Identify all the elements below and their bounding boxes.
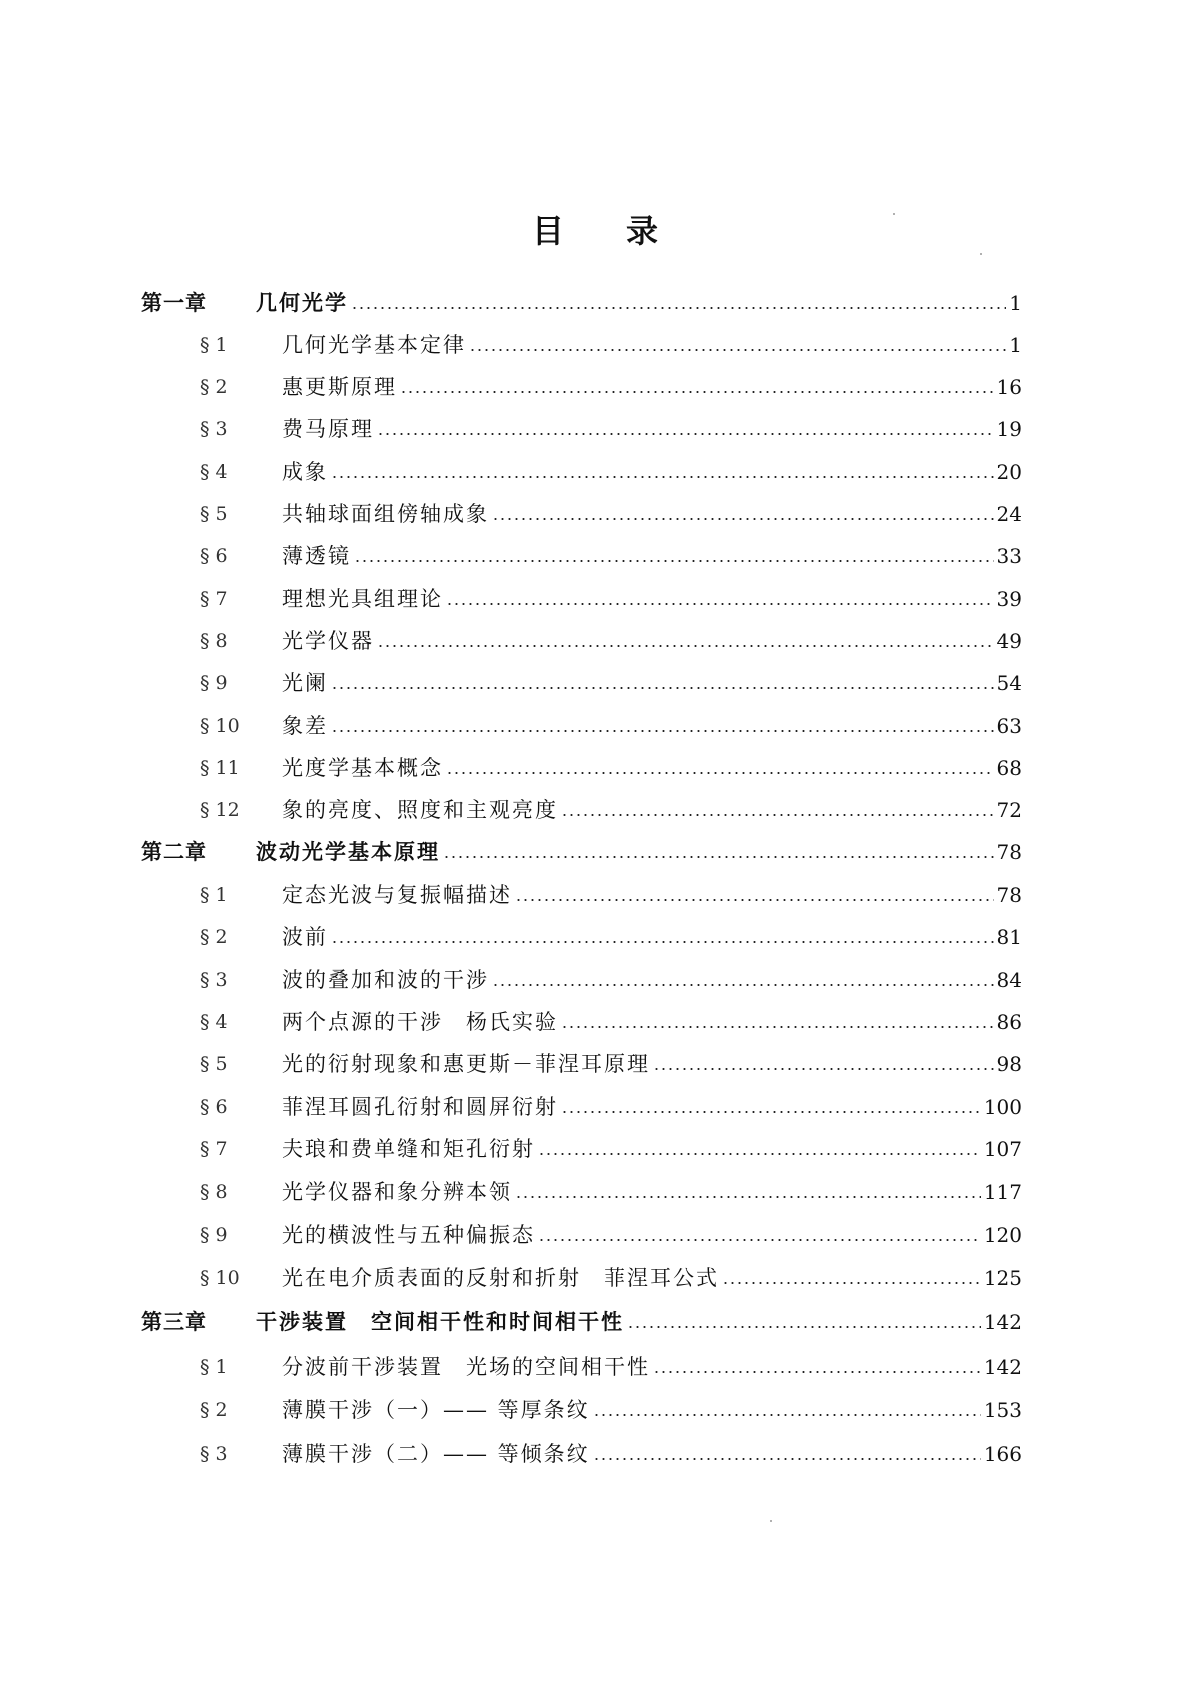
section-title: 费马原理 (282, 417, 374, 441)
scan-speck (980, 253, 982, 255)
dot-leader (492, 984, 994, 986)
section-number: § 6 (200, 545, 228, 567)
section-title: 光学仪器和象分辨本领 (282, 1180, 512, 1204)
page-number: 86 (996, 1010, 1022, 1034)
page-number: 16 (996, 375, 1022, 399)
toc-section-row (200, 1176, 1022, 1208)
section-title: 薄透镜 (282, 544, 351, 568)
toc-section-row (200, 1091, 1022, 1123)
section-number: § 9 (200, 1224, 228, 1246)
dot-leader (400, 391, 994, 393)
toc-section-row (200, 1006, 1022, 1038)
section-number: § 3 (200, 969, 228, 991)
page-number: 1 (1009, 333, 1022, 357)
dot-leader (538, 1239, 981, 1241)
toc-chapter-row (141, 836, 1022, 868)
page-number: 78 (996, 840, 1022, 864)
section-number: § 8 (200, 630, 228, 652)
section-title: 象的亮度、照度和主观亮度 (282, 798, 558, 822)
section-number: § 12 (200, 799, 240, 821)
dot-leader (446, 603, 994, 605)
dot-leader (561, 814, 994, 816)
dot-leader (653, 1068, 994, 1070)
toc-section-row (200, 371, 1022, 403)
section-number: § 3 (200, 418, 228, 440)
chapter-title: 几何光学 (256, 291, 348, 315)
page-number: 24 (996, 502, 1022, 526)
section-title: 菲涅耳圆孔衍射和圆屏衍射 (282, 1095, 558, 1119)
page-number: 39 (996, 587, 1022, 611)
section-title: 薄膜干涉（二）—— 等倾条纹 (282, 1442, 590, 1466)
section-number: § 7 (200, 588, 228, 610)
toc-section-row (200, 879, 1022, 911)
page-number: 98 (996, 1052, 1022, 1076)
dot-leader (331, 687, 994, 689)
title-char-left: 目 (531, 212, 564, 250)
page-number: 81 (996, 925, 1022, 949)
dot-leader (446, 772, 994, 774)
page-number: 107 (983, 1137, 1022, 1161)
section-number: § 2 (200, 1399, 228, 1421)
page-number: 153 (983, 1398, 1022, 1422)
section-number: § 4 (200, 1011, 228, 1033)
section-number: § 11 (200, 757, 240, 779)
toc-section-row (200, 1262, 1022, 1294)
chapter-title: 波动光学基本原理 (256, 840, 440, 864)
page-number: 120 (983, 1223, 1022, 1247)
section-title: 波的叠加和波的干涉 (282, 968, 489, 992)
toc-chapter-row (141, 1306, 1022, 1338)
section-title: 波前 (282, 925, 328, 949)
dot-leader (443, 856, 994, 858)
dot-leader (351, 307, 1006, 309)
section-title: 象差 (282, 714, 328, 738)
toc-section-row (200, 752, 1022, 784)
dot-leader (561, 1111, 981, 1113)
section-number: § 5 (200, 1053, 228, 1075)
section-title: 光在电介质表面的反射和折射 菲涅耳公式 (282, 1266, 719, 1290)
toc-section-row (200, 964, 1022, 996)
page-title (0, 206, 1190, 252)
toc-section-row (200, 413, 1022, 445)
page-number: 166 (983, 1442, 1022, 1466)
page-number: 1 (1009, 291, 1022, 315)
dot-leader (354, 560, 994, 562)
toc-section-row (200, 1394, 1022, 1426)
section-title: 惠更斯原理 (282, 375, 397, 399)
page-number: 33 (996, 544, 1022, 568)
dot-leader (593, 1414, 981, 1416)
dot-leader (331, 476, 994, 478)
dot-leader (331, 730, 994, 732)
section-number: § 10 (200, 1267, 240, 1289)
dot-leader (469, 349, 1006, 351)
title-char-right: 录 (626, 212, 659, 250)
toc-section-row (200, 540, 1022, 572)
section-title: 几何光学基本定律 (282, 333, 466, 357)
section-number: § 1 (200, 884, 228, 906)
toc-section-row (200, 1219, 1022, 1251)
section-number: § 4 (200, 461, 228, 483)
page-number: 19 (996, 417, 1022, 441)
section-title: 理想光具组理论 (282, 587, 443, 611)
section-number: § 9 (200, 672, 228, 694)
toc-section-row (200, 456, 1022, 488)
dot-leader (593, 1458, 981, 1460)
toc-section-row (200, 710, 1022, 742)
section-number: § 10 (200, 715, 240, 737)
dot-leader (538, 1153, 981, 1155)
toc-chapter-row (141, 287, 1022, 319)
toc-section-row (200, 1133, 1022, 1165)
toc-section-row (200, 1351, 1022, 1383)
page-number: 49 (996, 629, 1022, 653)
section-title: 光的横波性与五种偏振态 (282, 1223, 535, 1247)
section-number: § 8 (200, 1181, 228, 1203)
section-title: 光度学基本概念 (282, 756, 443, 780)
page-number: 142 (983, 1355, 1022, 1379)
section-number: § 1 (200, 334, 228, 356)
section-title: 光学仪器 (282, 629, 374, 653)
page-number: 54 (996, 671, 1022, 695)
page-number: 63 (996, 714, 1022, 738)
page-number: 78 (996, 883, 1022, 907)
chapter-title: 干涉装置 空间相干性和时间相干性 (256, 1310, 624, 1334)
dot-leader (515, 899, 994, 901)
dot-leader (515, 1196, 981, 1198)
dot-leader (653, 1371, 981, 1373)
dot-leader (331, 941, 994, 943)
page-number: 72 (996, 798, 1022, 822)
section-title: 成象 (282, 460, 328, 484)
section-title: 夫琅和费单缝和矩孔衍射 (282, 1137, 535, 1161)
toc-section-row (200, 583, 1022, 615)
chapter-number: 第二章 (141, 840, 207, 864)
scan-speck (770, 1520, 772, 1522)
toc-section-row (200, 625, 1022, 657)
dot-leader (722, 1282, 981, 1284)
section-number: § 2 (200, 376, 228, 398)
toc-section-row (200, 1438, 1022, 1470)
section-title: 光阑 (282, 671, 328, 695)
dot-leader (377, 433, 994, 435)
toc-section-row (200, 921, 1022, 953)
scan-speck (893, 213, 895, 215)
chapter-number: 第一章 (141, 291, 207, 315)
dot-leader (627, 1326, 981, 1328)
section-title: 共轴球面组傍轴成象 (282, 502, 489, 526)
section-number: § 5 (200, 503, 228, 525)
page-number: 84 (996, 968, 1022, 992)
section-number: § 1 (200, 1356, 228, 1378)
section-title: 光的衍射现象和惠更斯－菲涅耳原理 (282, 1052, 650, 1076)
dot-leader (492, 518, 994, 520)
section-number: § 2 (200, 926, 228, 948)
section-title: 薄膜干涉（一）—— 等厚条纹 (282, 1398, 590, 1422)
page-number: 125 (983, 1266, 1022, 1290)
section-number: § 3 (200, 1443, 228, 1465)
toc-section-row (200, 329, 1022, 361)
section-number: § 6 (200, 1096, 228, 1118)
dot-leader (561, 1026, 994, 1028)
section-number: § 7 (200, 1138, 228, 1160)
page-number: 142 (983, 1310, 1022, 1334)
toc-section-row (200, 667, 1022, 699)
toc-section-row (200, 498, 1022, 530)
section-title: 定态光波与复振幅描述 (282, 883, 512, 907)
page-number: 117 (983, 1180, 1022, 1204)
toc-section-row (200, 1048, 1022, 1080)
dot-leader (377, 645, 994, 647)
toc-section-row (200, 794, 1022, 826)
section-title: 两个点源的干涉 杨氏实验 (282, 1010, 558, 1034)
page-number: 20 (996, 460, 1022, 484)
page-number: 100 (983, 1095, 1022, 1119)
chapter-number: 第三章 (141, 1310, 207, 1334)
page-number: 68 (996, 756, 1022, 780)
section-title: 分波前干涉装置 光场的空间相干性 (282, 1355, 650, 1379)
